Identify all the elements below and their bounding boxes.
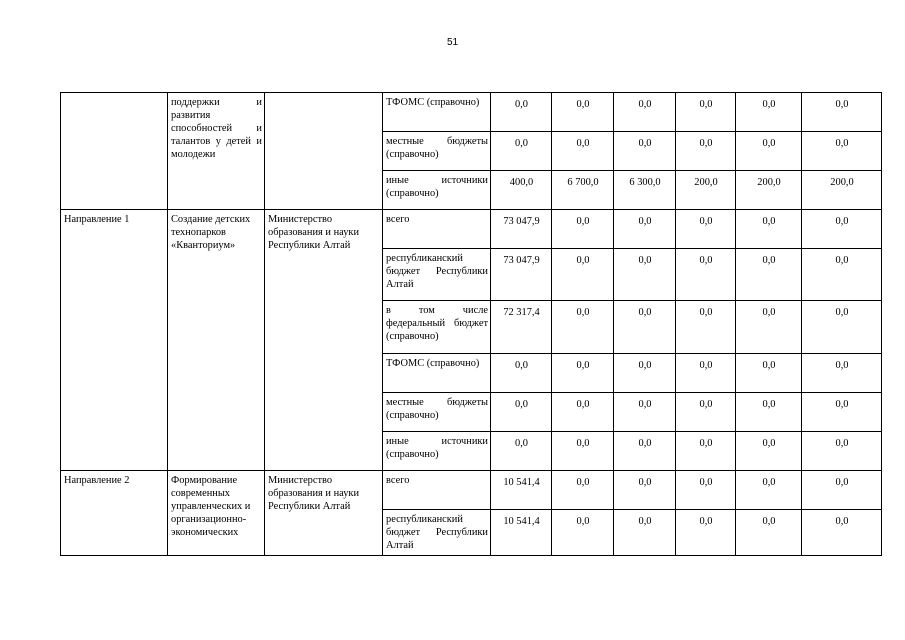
value-cell: 0,0 [552,393,614,432]
event-name-cell: Создание детских технопарков «Кванториум» [168,210,265,471]
source-label: местные бюджеты (справочно) [383,393,491,432]
value-cell: 0,0 [552,301,614,354]
value-cell: 0,0 [736,132,802,171]
value-cell: 6 700,0 [552,171,614,210]
source-label: в том числе федеральный бюджет (справочно) [383,301,491,354]
value-cell: 0,0 [736,210,802,249]
direction-cell: Направление 1 [61,210,168,471]
executor-cell [265,93,383,210]
value-cell: 0,0 [736,393,802,432]
value-cell: 73 047,9 [491,210,552,249]
source-label: местные бюджеты (справочно) [383,132,491,171]
source-label: республиканский бюджет Республики Алтай [383,249,491,301]
budget-table [60,92,882,556]
value-cell: 0,0 [736,249,802,301]
value-cell: 0,0 [552,93,614,132]
value-cell: 0,0 [802,471,882,510]
value-cell: 0,0 [614,132,676,171]
value-cell: 0,0 [614,93,676,132]
executor-cell: Министерство образования и науки Республики Алтай [265,471,383,556]
value-cell: 0,0 [802,432,882,471]
value-cell: 0,0 [552,354,614,393]
value-cell: 73 047,9 [491,249,552,301]
value-cell: 6 300,0 [614,171,676,210]
source-label: ТФОМС (справочно) [383,93,491,132]
value-cell: 0,0 [736,471,802,510]
value-cell: 0,0 [676,249,736,301]
value-cell: 0,0 [491,354,552,393]
source-label: республиканский бюджет Республики Алтай [383,510,491,556]
table-row [61,471,882,510]
value-cell: 0,0 [491,93,552,132]
event-name-cell: Формирование современных управленческих и организационно-экономических [168,471,265,556]
source-label: всего [383,210,491,249]
source-label: иные источники (справочно) [383,171,491,210]
value-cell: 200,0 [676,171,736,210]
value-cell: 0,0 [802,354,882,393]
value-cell: 0,0 [802,301,882,354]
value-cell: 0,0 [802,132,882,171]
value-cell: 0,0 [614,210,676,249]
page-number: 51 [446,37,459,48]
value-cell: 0,0 [614,471,676,510]
value-cell: 0,0 [736,510,802,556]
value-cell: 10 541,4 [491,471,552,510]
value-cell: 0,0 [802,393,882,432]
value-cell: 0,0 [676,93,736,132]
value-cell: 0,0 [802,510,882,556]
value-cell: 0,0 [676,210,736,249]
event-name-cell: поддержки и развития способностей и талантов у детей и молодежи [168,93,265,210]
source-label: всего [383,471,491,510]
value-cell: 0,0 [614,301,676,354]
value-cell: 0,0 [736,301,802,354]
value-cell: 0,0 [676,432,736,471]
direction-cell: Направление 2 [61,471,168,556]
value-cell: 0,0 [802,249,882,301]
source-label: иные источники (справочно) [383,432,491,471]
value-cell: 0,0 [676,510,736,556]
value-cell: 0,0 [491,393,552,432]
value-cell: 0,0 [614,249,676,301]
value-cell: 0,0 [614,432,676,471]
value-cell: 0,0 [676,132,736,171]
value-cell: 0,0 [491,432,552,471]
source-label: ТФОМС (справочно) [383,354,491,393]
value-cell: 0,0 [552,510,614,556]
value-cell: 10 541,4 [491,510,552,556]
table-row [61,210,882,249]
value-cell: 0,0 [736,354,802,393]
table-row [61,93,882,132]
value-cell: 200,0 [802,171,882,210]
value-cell: 0,0 [614,510,676,556]
value-cell: 0,0 [552,249,614,301]
value-cell: 0,0 [552,432,614,471]
value-cell: 0,0 [552,132,614,171]
value-cell: 72 317,4 [491,301,552,354]
value-cell: 200,0 [736,171,802,210]
value-cell: 0,0 [614,393,676,432]
value-cell: 0,0 [736,93,802,132]
value-cell: 0,0 [676,471,736,510]
value-cell: 0,0 [676,301,736,354]
value-cell: 0,0 [491,132,552,171]
direction-cell [61,93,168,210]
value-cell: 400,0 [491,171,552,210]
value-cell: 0,0 [552,210,614,249]
value-cell: 0,0 [676,393,736,432]
value-cell: 0,0 [802,93,882,132]
executor-cell: Министерство образования и науки Республики Алтай [265,210,383,471]
value-cell: 0,0 [552,471,614,510]
value-cell: 0,0 [676,354,736,393]
value-cell: 0,0 [736,432,802,471]
value-cell: 0,0 [614,354,676,393]
value-cell: 0,0 [802,210,882,249]
